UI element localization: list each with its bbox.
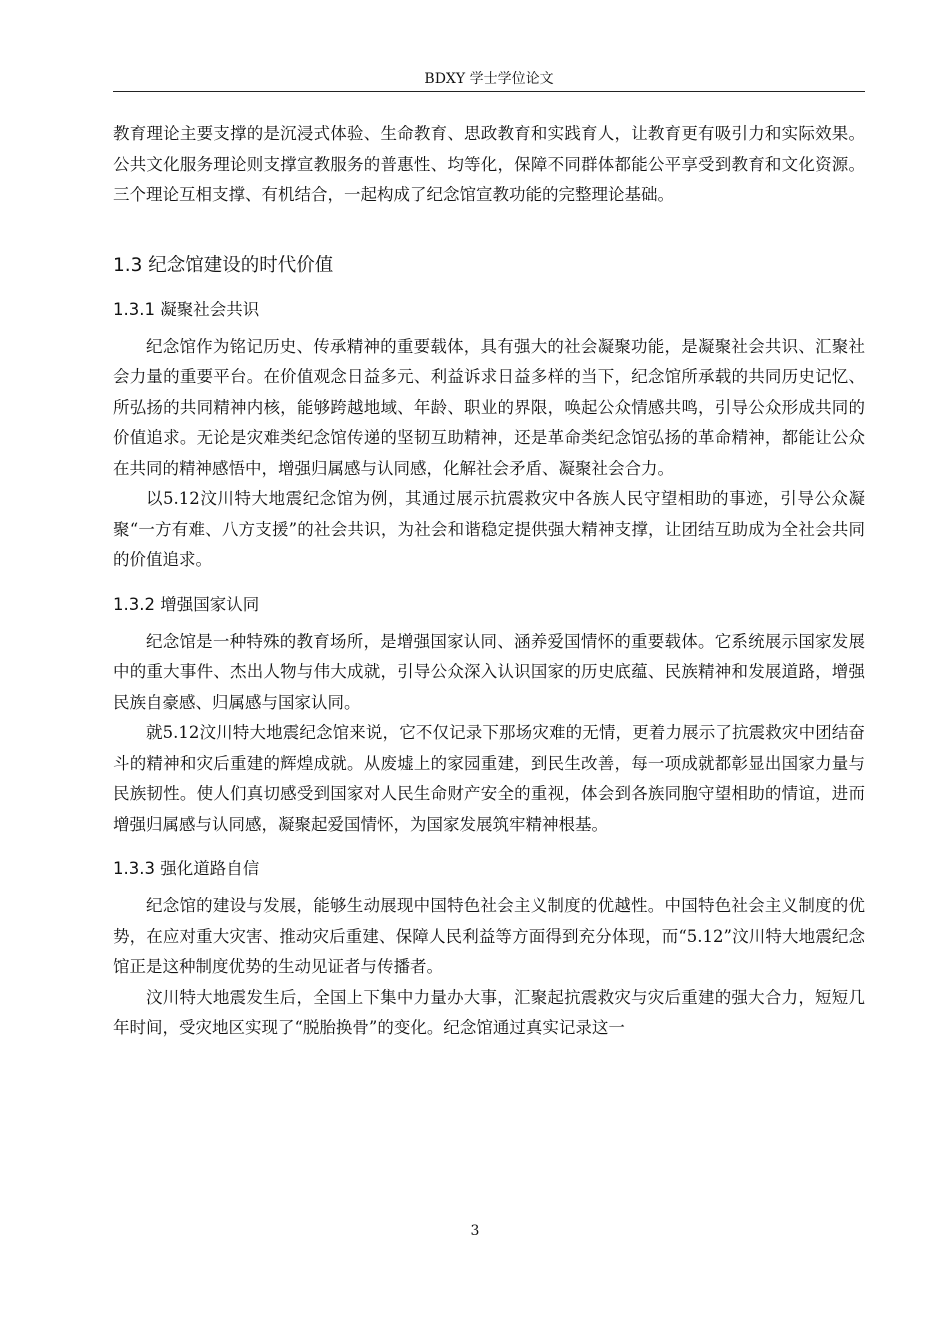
subsection-heading-1-3-2: 1.3.2 增强国家认同 bbox=[113, 594, 260, 614]
header-rule bbox=[113, 91, 865, 92]
page-body bbox=[113, 119, 865, 1044]
section-heading-1-3: 1.3 纪念馆建设的时代价值 bbox=[113, 254, 334, 276]
subsection-heading-1-3-3: 1.3.3 强化道路自信 bbox=[113, 859, 260, 878]
paragraph: 汶川特大地震发生后，全国上下集中力量办大事，汇聚起抗震救灾与灾后重建的强大合力，短短几年时间，受灾地区实现了“脱胎换骨”的变化。纪念馆通过真实记录这一 bbox=[113, 987, 865, 1037]
page-number: 3 bbox=[470, 1223, 480, 1239]
paragraph: 纪念馆是一种特殊的教育场所，是增强国家认同、涵养爱国情怀的重要载体。它系统展示国家发展中的重大事件、杰出人物与伟大成就，引导公众深入认识国家的历史底蕴、民族精神和发展道路，增强民族自豪感、归属感与国家认同。 bbox=[113, 631, 865, 712]
intro-paragraph: 教育理论主要支撑的是沉浸式体验、生命教育、思政教育和实践育人，让教育更有吸引力和实际效果。公共文化服务理论则支撑宣教服务的普惠性、均等化，保障不同群体都能公平享受到教育和文化资源。三个理论互相支撑、有机结合，一起构成了纪念馆宣教功能的完整理论基础。 bbox=[113, 124, 865, 204]
paragraph: 纪念馆作为铭记历史、传承精神的重要载体，具有强大的社会凝聚功能，是凝聚社会共识、汇聚社会力量的重要平台。在价值观念日益多元、利益诉求日益多样的当下，纪念馆所承载的共同历史记忆、所弘扬的共同精神内核，能够跨越地域、年龄、职业的界限，唤起公众情感共鸣，引导公众形成共同的价值追求。无论是灾难类纪念馆传递的坚韧互助精神，还是革命类纪念馆弘扬的革命精神，都能让公众在共同的精神感悟中，增强归属感与认同感，化解社会矛盾、凝聚社会合力。 bbox=[113, 336, 865, 478]
paragraph: 就5.12汶川特大地震纪念馆来说，它不仅记录下那场灾难的无情，更着力展示了抗震救灾中团结奋斗的精神和灾后重建的辉煌成就。从废墟上的家园重建，到民生改善，每一项成就都彰显出国家力量与民族韧性。使人们真切感受到国家对人民生命财产安全的重视，体会到各族同胞守望相助的情谊，进而增强归属感与认同感，凝聚起爱国情怀，为国家发展筑牢精神根基。 bbox=[113, 723, 865, 834]
paragraph: 以5.12汶川特大地震纪念馆为例，其通过展示抗震救灾中各族人民守望相助的事迹，引导公众凝聚“一方有难、八方支援”的社会共识，为社会和谐稳定提供强大精神支撑，让团结互助成为全社会共同的价值追求。 bbox=[113, 489, 865, 569]
subsection-heading-1-3-1: 1.3.1 凝聚社会共识 bbox=[113, 299, 260, 319]
paragraph: 纪念馆的建设与发展，能够生动展现中国特色社会主义制度的优越性。中国特色社会主义制度的优势，在应对重大灾害、推动灾后重建、保障人民利益等方面得到充分体现，而“5.12”汶川特大地震纪念馆正是这种制度优势的生动见证者与传播者。 bbox=[113, 896, 865, 976]
running-header: BDXY 学士学位论文 bbox=[424, 71, 554, 87]
